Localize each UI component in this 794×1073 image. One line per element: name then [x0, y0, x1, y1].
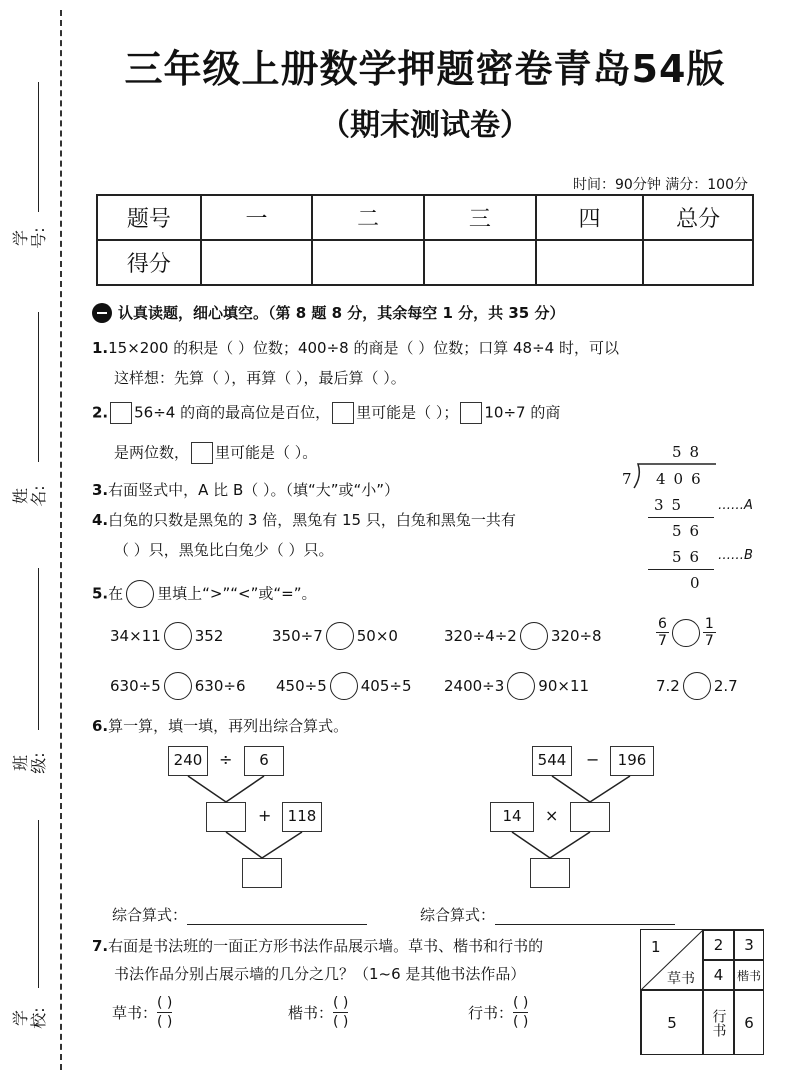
compare-left: 630÷5	[110, 677, 161, 695]
division-rem2: 0	[690, 574, 708, 592]
answer-fraction[interactable]	[157, 994, 172, 1031]
formula-label: 综合算式：	[112, 906, 188, 924]
section-one-heading	[92, 302, 564, 323]
binding-dashed-line	[60, 10, 62, 1070]
q2-number: 2.	[92, 403, 109, 422]
answer-denominator: ( )	[333, 1014, 349, 1030]
division-step2: 56	[672, 548, 708, 566]
header-cell: 总分	[643, 195, 753, 240]
page-title: 三年级上册数学押题密卷青岛54版	[124, 47, 726, 91]
tree-right-connectors	[480, 770, 680, 860]
xuexiao-line	[38, 820, 39, 988]
compare-item	[444, 622, 602, 650]
compare-left: 320÷4÷2	[444, 627, 517, 645]
tree-left-result-box[interactable]	[242, 858, 282, 888]
exam-meta: 时间：90分钟 满分：100分	[573, 177, 748, 193]
answer-label: 行书：	[468, 1004, 514, 1022]
q3-line	[92, 480, 399, 500]
q4-text1: 白兔的只数是黑兔的 3 倍，黑兔有 15 只，白兔和黑兔一共有	[108, 511, 516, 529]
q2-answer-box[interactable]	[110, 402, 132, 424]
division-dividend: 406	[656, 470, 709, 488]
page-subtitle: （期末测试卷）	[320, 108, 530, 143]
xuexiao-label: 学校:	[11, 1007, 48, 1029]
calligraphy-wall	[640, 929, 764, 1055]
compare-item	[276, 672, 412, 700]
q2-line2	[114, 442, 317, 464]
tree-right-value-a: 544	[532, 746, 572, 776]
q6-text: 算一算，填一填，再列出综合算式。	[108, 717, 349, 735]
division-rule	[648, 517, 714, 518]
answer-fraction[interactable]	[333, 994, 348, 1031]
header-cell: 四	[536, 195, 644, 240]
score-cell[interactable]	[312, 240, 424, 285]
tree-right-value-c: 14	[490, 802, 534, 832]
wall-cell-5: 5	[641, 990, 703, 1055]
answer-label: 楷书：	[288, 1004, 334, 1022]
compare-circle[interactable]	[164, 622, 192, 650]
compare-right: 352	[194, 627, 224, 645]
answer-kaishu	[288, 994, 348, 1031]
tree-right-value-b: 196	[610, 746, 654, 776]
answer-fraction[interactable]	[513, 994, 528, 1031]
q5-text2: 里填上“>”“<”或“=”。	[157, 584, 317, 603]
tree-right-op1: −	[586, 750, 600, 769]
q4-line2: （ ）只，黑兔比白兔少（ ）只。	[114, 541, 334, 559]
compare-left: 2400÷3	[444, 677, 505, 695]
compare-left: 7.2	[656, 677, 680, 695]
score-value-row	[97, 240, 753, 285]
q5-line	[92, 580, 317, 608]
tree-left-value-a: 240	[168, 746, 208, 776]
compare-circle[interactable]	[520, 622, 548, 650]
header-cell: 三	[424, 195, 536, 240]
xingming-line	[38, 312, 39, 462]
formula-label: 综合算式：	[420, 906, 496, 924]
tree-left-connectors	[160, 770, 340, 860]
division-rule	[648, 569, 714, 570]
wall-cell-4: 4	[703, 960, 734, 990]
wall-cell-2: 2	[703, 930, 734, 960]
compare-circle[interactable]	[507, 672, 535, 700]
compare-left: 350÷7	[272, 627, 323, 645]
wall-cell-kaishu: 楷书	[734, 960, 764, 990]
compare-item	[110, 672, 246, 700]
formula-left	[112, 904, 367, 925]
fraction-numerator: 6	[658, 616, 667, 632]
tree-left-value-b: 6	[244, 746, 284, 776]
fraction-right	[703, 616, 716, 649]
q2-answer-box[interactable]	[460, 402, 482, 424]
division-marker-b: ……B	[718, 548, 753, 563]
formula-answer-line[interactable]	[495, 909, 675, 925]
answer-numerator: ( )	[513, 995, 529, 1011]
section-one-number-icon	[92, 303, 112, 323]
score-row-label: 得分	[97, 240, 201, 285]
q7-line1	[92, 936, 543, 956]
answer-caoshu	[112, 994, 172, 1031]
wall-cell-caoshu: 草书	[667, 971, 695, 987]
q1-line1	[92, 338, 619, 358]
score-header-row	[97, 195, 753, 240]
fraction-left	[656, 616, 669, 649]
tree-left-op2: +	[258, 806, 272, 825]
xuehao-label: 学号:	[11, 227, 48, 249]
compare-right: 320÷8	[550, 627, 602, 645]
banji-label: 班级:	[11, 752, 48, 774]
banji-line	[38, 568, 39, 730]
xuehao-line	[38, 82, 39, 212]
q1-number: 1.	[92, 339, 109, 357]
q6-number: 6.	[92, 717, 109, 735]
compare-left: 450÷5	[276, 677, 327, 695]
compare-circle[interactable]	[164, 672, 192, 700]
division-rem1: 56	[672, 522, 708, 540]
answer-numerator: ( )	[157, 995, 173, 1011]
score-table	[96, 194, 754, 286]
compare-item	[110, 622, 223, 650]
q3-text: 右面竖式中，A 比 B（ ）。（填“大”或“小”）	[108, 481, 400, 499]
q6-line	[92, 716, 348, 736]
compare-circle[interactable]	[672, 619, 700, 647]
answer-denominator: ( )	[157, 1014, 173, 1030]
compare-item-fraction	[656, 616, 716, 649]
wall-cell-6: 6	[734, 990, 764, 1055]
answer-label: 草书：	[112, 1004, 158, 1022]
section-one-text: 认真读题，细心填空。（第 8 题 8 分，其余每空 1 分，共 35 分）	[118, 304, 565, 322]
compare-item	[272, 622, 398, 650]
compare-item	[656, 672, 738, 700]
xingming-label: 姓名:	[11, 485, 48, 507]
q7-line2: 书法作品分别占展示墙的几分之几？（1~6 是其他书法作品）	[114, 965, 526, 983]
compare-left: 34×11	[110, 627, 161, 645]
fraction-denominator: 7	[658, 633, 667, 649]
division-step1: 35	[654, 496, 690, 514]
score-cell[interactable]	[424, 240, 536, 285]
score-cell[interactable]	[201, 240, 313, 285]
q2-answer-box[interactable]	[191, 442, 213, 464]
fraction-numerator: 1	[704, 616, 714, 632]
compare-item	[444, 672, 589, 700]
q4-line1	[92, 510, 516, 530]
q1-line2: 这样想：先算（ ），再算（ ），最后算（ ）。	[114, 369, 406, 387]
formula-right	[420, 904, 675, 925]
compare-right: 90×11	[538, 677, 590, 695]
q2-text2: 里可能是（ ）；	[356, 403, 459, 422]
compare-circle[interactable]	[683, 672, 711, 700]
wall-cell-xingshu: 行书	[703, 990, 734, 1055]
compare-circle[interactable]	[326, 622, 354, 650]
q1-text1: 15×200 的积是（ ）位数；400÷8 的商是（ ）位数；口算 48÷4 时，可以	[108, 339, 619, 357]
tree-left-value-c: 118	[282, 802, 322, 832]
q4-number: 4.	[92, 511, 109, 529]
formula-answer-line[interactable]	[187, 909, 367, 925]
q5-sample-circle	[126, 580, 154, 608]
q3-number: 3.	[92, 481, 109, 499]
tree-right-result-box[interactable]	[530, 858, 570, 888]
answer-xingshu	[468, 994, 528, 1031]
wall-cell-3: 3	[734, 930, 764, 960]
compare-right: 405÷5	[360, 677, 412, 695]
q2-text4: 是两位数，	[114, 443, 190, 462]
compare-circle[interactable]	[330, 672, 358, 700]
q2-text1: 56÷4 的商的最高位是百位，	[134, 403, 331, 422]
division-divisor: 7	[622, 470, 640, 488]
wall-cell-1: 1	[651, 938, 661, 956]
answer-denominator: ( )	[513, 1014, 529, 1030]
division-quotient: 58	[672, 443, 708, 461]
tree-left-op1: ÷	[219, 750, 233, 769]
answer-numerator: ( )	[333, 995, 349, 1011]
fraction-denominator: 7	[704, 633, 714, 649]
header-cell: 题号	[97, 195, 201, 240]
header-cell: 一	[201, 195, 313, 240]
division-marker-a: ……A	[718, 498, 753, 513]
compare-right: 2.7	[713, 677, 738, 695]
q2-answer-box[interactable]	[332, 402, 354, 424]
q2-line1	[92, 402, 560, 424]
q2-text3: 10÷7 的商	[484, 403, 561, 422]
score-cell[interactable]	[536, 240, 644, 285]
tree-right-op2: ×	[545, 806, 559, 825]
q5-number: 5.	[92, 584, 109, 603]
score-cell[interactable]	[643, 240, 753, 285]
q7-text1: 右面是书法班的一面正方形书法作品展示墙。草书、楷书和行书的	[108, 937, 544, 955]
header-cell: 二	[312, 195, 424, 240]
q2-text5: 里可能是（ ）。	[215, 443, 318, 462]
compare-right: 50×0	[356, 627, 398, 645]
compare-right: 630÷6	[194, 677, 246, 695]
q5-text1: 在	[108, 584, 124, 603]
q7-number: 7.	[92, 937, 109, 955]
